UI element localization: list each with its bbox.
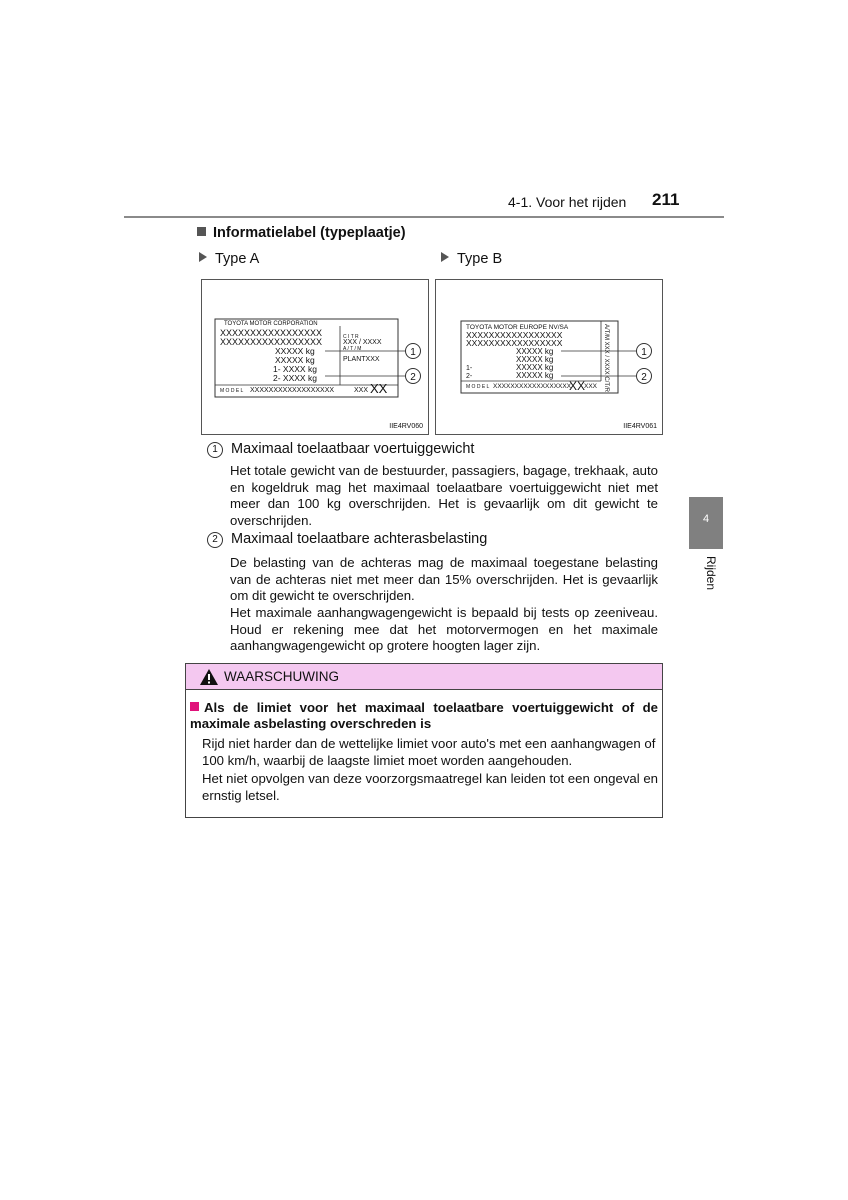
section-breadcrumb: 4-1. Voor het rijden bbox=[508, 194, 627, 210]
label-vertical-text: A/T/M XXX / XXXX C/T/R bbox=[603, 324, 609, 393]
warning-title: WAARSCHUWING bbox=[224, 669, 339, 684]
number-2-icon: 2 bbox=[207, 532, 223, 548]
svg-text:2: 2 bbox=[410, 372, 416, 383]
label-line-2: XXXXXXXXXXXXXXXXX bbox=[220, 337, 323, 347]
figure-type-a bbox=[201, 279, 429, 435]
header-divider bbox=[124, 216, 724, 218]
triangle-bullet-icon bbox=[441, 252, 449, 262]
label-xx-large: XX bbox=[370, 381, 388, 396]
label-model-value: XXXXXXXXXXXXXXXXXX bbox=[493, 383, 572, 390]
warning-paragraph-1: Rijd niet harder dan de wettelijke limiet voor auto's met een aanhangwagen of 100 km/h, waarbij de laagste limiet moet worden aangehouden. bbox=[202, 736, 656, 768]
label-xxx: XXX / XXXX bbox=[343, 339, 382, 346]
warning-triangle-icon bbox=[199, 668, 219, 686]
label-citr: C I T R bbox=[343, 334, 359, 340]
svg-text:1: 1 bbox=[641, 347, 647, 358]
label-kg-4: 2- XXXX kg bbox=[273, 373, 317, 383]
warning-header bbox=[186, 664, 662, 690]
item-1-paragraph: Het totale gewicht van de bestuurder, passagiers, bagage, trekhaak, auto en kogeldruk mag het maximaal toelaatbare voertuiggewicht niet met meer dan 100 kg overschrijden. Het is gevaarlijk om dit gewicht te overschrijden. bbox=[230, 463, 658, 528]
warning-bullet-icon bbox=[190, 702, 199, 711]
triangle-bullet-icon bbox=[199, 252, 207, 262]
label-kg-4: XXXXX kg bbox=[516, 371, 554, 380]
svg-text:2: 2 bbox=[641, 372, 647, 383]
label-xxx-small: XXX bbox=[354, 387, 369, 394]
label-kg-1: XXXXX kg bbox=[516, 347, 554, 356]
label-line-1: XXXXXXXXXXXXXXXXX bbox=[466, 330, 563, 340]
svg-text:1: 1 bbox=[410, 347, 416, 358]
label-kg-1: XXXXX kg bbox=[275, 346, 315, 356]
warning-box bbox=[185, 663, 663, 818]
label-prefix-1: 1- bbox=[466, 365, 473, 372]
label-model-title: M O D E L bbox=[220, 388, 244, 394]
figure-code-a: IIE4RV060 bbox=[389, 423, 423, 430]
label-kg-3: 1- XXXX kg bbox=[273, 364, 317, 374]
item-2-paragraph-1: De belasting van de achteras mag de maximaal toegestane belasting van de achteras niet met meer dan 15% overschrijden. Het is gevaarlijk om dit gewicht te overschrijden. bbox=[230, 555, 658, 603]
figure-code-b: IIE4RV061 bbox=[623, 423, 657, 430]
label-kg-2: XXXXX kg bbox=[275, 355, 315, 365]
label-prefix-2: 2- bbox=[466, 373, 473, 380]
label-plant: PLANTXXX bbox=[343, 356, 380, 363]
label-diagram-a bbox=[202, 280, 430, 436]
number-1-icon: 1 bbox=[207, 442, 223, 458]
chapter-tab-label: Rijden bbox=[704, 556, 718, 591]
label-model-value: XXXXXXXXXXXXXXXXXX bbox=[250, 387, 335, 394]
label-kg-3: XXXXX kg bbox=[516, 363, 554, 372]
label-line-2: XXXXXXXXXXXXXXXXX bbox=[466, 338, 563, 348]
label-company: TOYOTA MOTOR CORPORATION bbox=[224, 321, 318, 327]
square-bullet-icon bbox=[197, 227, 206, 236]
label-kg-2: XXXXX kg bbox=[516, 355, 554, 364]
type-a-heading: Type A bbox=[199, 251, 259, 267]
type-b-heading: Type B bbox=[441, 251, 502, 267]
page-number: 211 bbox=[652, 190, 680, 209]
figure-type-b bbox=[435, 279, 663, 435]
item-1-heading: 1 Maximaal toelaatbaar voertuiggewicht bbox=[207, 441, 474, 458]
label-atm: A / T / M bbox=[343, 346, 362, 352]
label-xx-large: XX bbox=[569, 379, 586, 393]
warning-heading: Als de limiet voor het maximaal toelaatbare voertuiggewicht of de maximale asbelasting overschreden is bbox=[190, 700, 658, 731]
label-xxx-small: XXX bbox=[584, 383, 598, 390]
chapter-tab[interactable]: 4 bbox=[689, 497, 723, 549]
item-2-paragraph-2: Het maximale aanhangwagengewicht is bepaald bij tests op zeeniveau. Houd er rekening mee dat het motorvermogen en het maximale aanhangwagengewicht op grotere hoogten lager zijn. bbox=[230, 605, 658, 653]
item-2-heading: 2 Maximaal toelaatbare achterasbelasting bbox=[207, 531, 487, 548]
label-diagram-b bbox=[436, 280, 664, 436]
section-title: Informatielabel (typeplaatje) bbox=[197, 225, 406, 241]
label-line-1: XXXXXXXXXXXXXXXXX bbox=[220, 328, 323, 338]
warning-paragraph-2: Het niet opvolgen van deze voorzorgsmaatregel kan leiden tot een ongeval en ernstig letsel. bbox=[202, 771, 659, 803]
label-company: TOYOTA MOTOR EUROPE NV/SA bbox=[466, 324, 569, 331]
label-model-title: M O D E L bbox=[466, 384, 490, 390]
